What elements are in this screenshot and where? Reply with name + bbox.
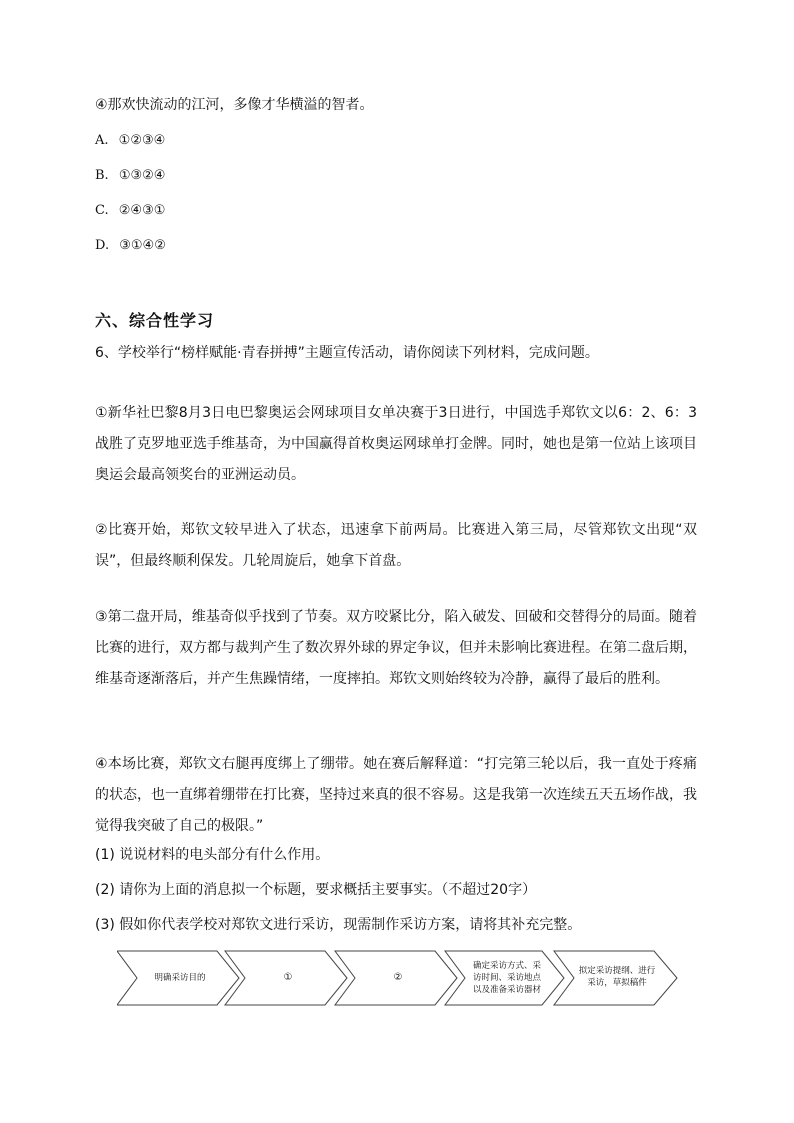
option-label: A.	[95, 133, 109, 148]
option-a	[95, 131, 165, 151]
option-label: C.	[95, 203, 109, 218]
sub-question-1: (1) 说说材料的电头部分有什么作用。	[95, 847, 330, 863]
option-c	[95, 201, 165, 221]
material-paragraph-1: ①新华社巴黎8月3日电巴黎奥运会网球项目女单决赛于3日进行，中国选手郑钦文以6：2、6：3战胜了克罗地亚选手维基奇，为中国赢得首枚奥运网球单打金牌。同时，她也是第一位站上该项目奥运会最高领奖台的亚洲运动员。	[95, 405, 697, 483]
option-label: B.	[95, 168, 109, 183]
flow-step-5-label: 拟定采访提纲、进行采访，草拟稿件	[578, 966, 656, 988]
question-tail: ④那欢快流动的江河，多像才华横溢的智者。	[95, 97, 374, 113]
material-paragraph-4: ④本场比赛，郑钦文右腿再度绑上了绷带。她在赛后解释道：“打完第三轮以后，我一直处于疼痛的状态，也一直绑着绷带在打比赛，坚持过来真的很不容易。这是我第一次连续五天五场作战，我觉得我突破了自己的极限。”	[95, 756, 697, 834]
material-paragraph-3: ③第二盘开局，维基奇似乎找到了节奏。双方咬紧比分，陷入破发、回破和交替得分的局面。随着比赛的进行，双方都与裁判产生了数次界外球的界定争议，但并未影响比赛进程。在第二盘后期，维基奇逐渐落后，并产生焦躁情绪，一度摔拍。郑钦文则始终较为冷静，赢得了最后的胜利。	[95, 609, 697, 687]
flow-step-3-label: ②	[393, 972, 403, 983]
option-text: ①③②④	[118, 168, 166, 183]
option-d	[95, 236, 166, 256]
option-text: ②④③①	[118, 203, 166, 218]
flow-step-2-label: ①	[283, 972, 293, 983]
option-b	[95, 166, 165, 186]
material-paragraph-2: ②比赛开始，郑钦文较早进入了状态，迅速拿下前两局。比赛进入第三局，尽管郑钦文出现“双误”，但最终顺利保发。几轮周旋后，她拿下首盘。	[95, 522, 697, 569]
flow-step-4-label: 确定采访方式、采访时间、采访地点以及准备采访器材	[472, 961, 541, 995]
sub-question-2: (2) 请你为上面的消息拟一个标题，要求概括主要事实。（不超过20字）	[95, 882, 537, 898]
interview-plan-flowchart	[117, 950, 679, 1006]
flow-step-1-label: 明确采访目的	[154, 973, 206, 983]
option-text: ①②③④	[118, 133, 166, 148]
question6-intro: 6、学校举行“榜样赋能·青春拼搏”主题宣传活动，请你阅读下列材料，完成问题。	[95, 345, 599, 361]
section-title: 六、综合性学习	[95, 311, 215, 330]
sub-question-3: (3) 假如你代表学校对郑钦文进行采访，现需制作采访方案，请将其补充完整。	[95, 917, 582, 933]
option-label: D.	[95, 238, 110, 253]
option-text: ③①④②	[119, 238, 166, 253]
